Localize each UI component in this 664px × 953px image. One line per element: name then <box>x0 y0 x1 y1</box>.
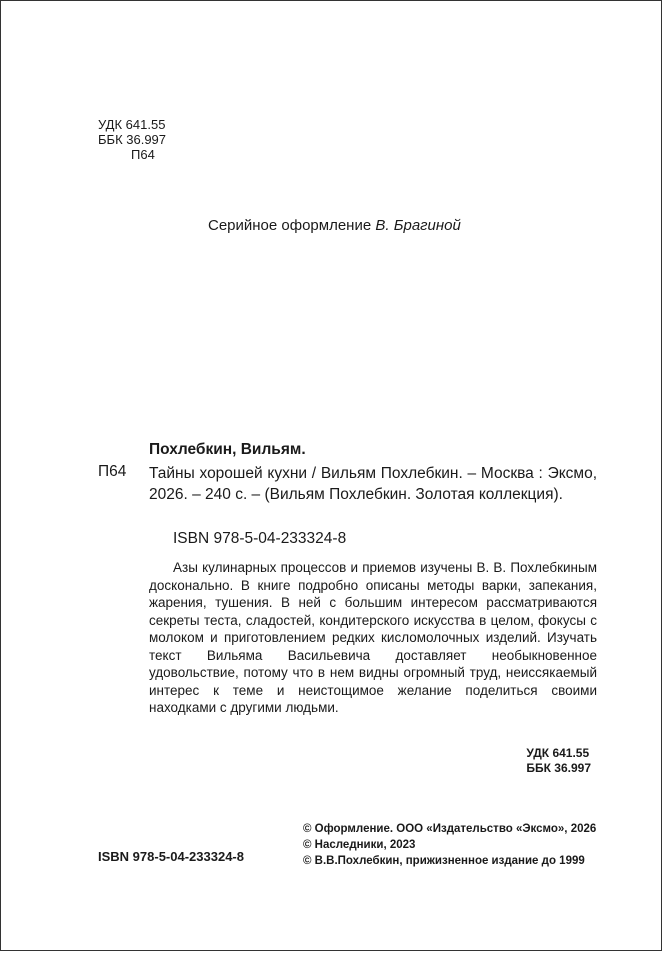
copyright-block <box>303 821 596 869</box>
bbk-code-repeat: ББК 36.997 <box>526 761 591 775</box>
catalog-author-sign: П64 <box>98 463 127 480</box>
copyright-line: © Оформление. ООО «Издательство «Эксмо», 2026 <box>303 823 597 835</box>
copyright-line: © В.В.Похлебкин, прижизненное издание до 1999 <box>303 855 585 867</box>
classification-codes <box>98 117 166 162</box>
bbk-code: ББК 36.997 <box>98 132 167 147</box>
udk-code-repeat: УДК 641.55 <box>526 746 590 760</box>
udk-code: УДК 641.55 <box>98 117 166 132</box>
series-design-credit <box>208 217 461 234</box>
classification-codes-repeat <box>526 746 591 776</box>
series-designer-name: В. Брагиной <box>375 217 461 234</box>
catalog-isbn: ISBN 978-5-04-233324-8 <box>173 530 347 547</box>
footer-isbn: ISBN 978-5-04-233324-8 <box>98 849 244 864</box>
author-sign: П64 <box>131 147 155 162</box>
author-heading: Похлебкин, Вильям. <box>149 441 306 458</box>
book-abstract: Азы кулинарных процессов и приемов изучены В. В. Похлебкиным досконально. В книге подробно описаны методы варки, запекания, жарения, тушения. В ней с большим интересом рассматриваются секреты теста, сладостей, кондитерского искусства в целом, фокусы с молоком и приготовлением редких кисломолочных изделий. Изучать текст Вильяма Васильевича доставляет необыкновенное удовольствие, потому что в нем видны огромный труд, неиссякаемый интерес к теме и неистощимое желание поделиться своими находками с другими людьми. <box>149 560 597 715</box>
copyright-line: © Наследники, 2023 <box>303 839 416 851</box>
series-design-prefix: Серийное оформление <box>208 217 372 234</box>
bibliographic-description: Тайны хорошей кухни / Вильям Похлебкин. – Москва : Эксмо, 2026. – 240 с. – (Вильям Похлебкин. Золотая коллекция). <box>149 465 597 503</box>
